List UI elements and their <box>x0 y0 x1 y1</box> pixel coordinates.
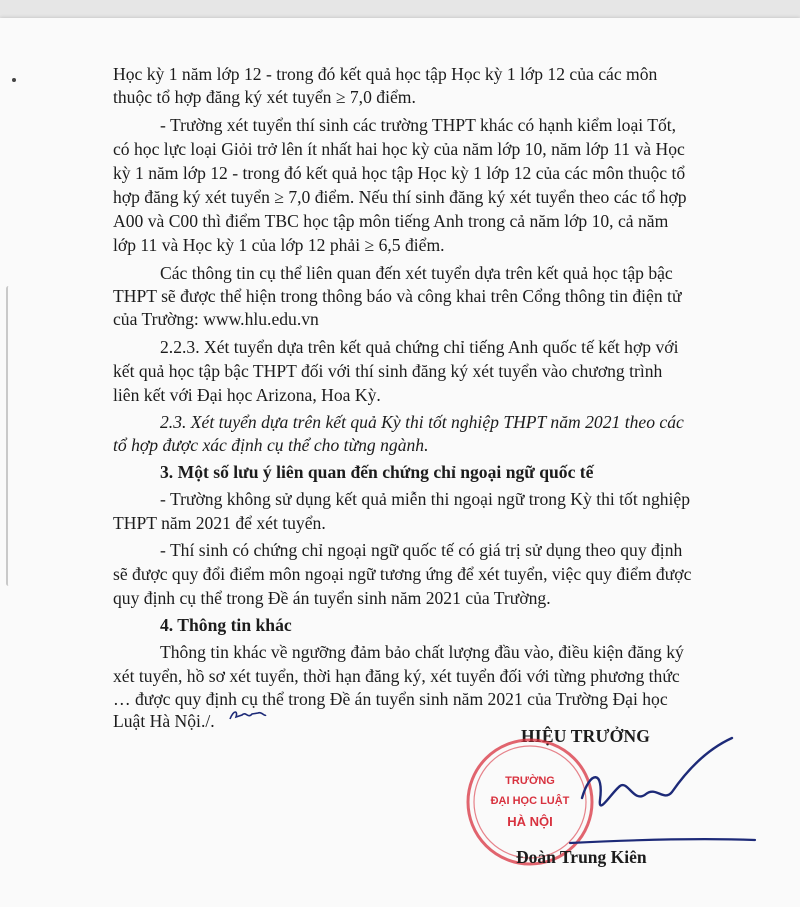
body-line: THPT sẽ được thể hiện trong thông báo và công khai trên Cổng thông tin điện tử <box>113 286 682 306</box>
body-line: A00 và C00 thì điểm TBC học tập môn tiếng Anh trong cả năm lớp 10, cả năm <box>113 211 669 231</box>
signer-name: Đoàn Trung Kiên <box>516 847 647 867</box>
seal-line-1: TRƯỜNG <box>505 775 555 787</box>
body-line: liên kết với Đại học Arizona, Hoa Kỳ. <box>113 385 381 405</box>
section-heading: 3. Một số lưu ý liên quan đến chứng chỉ ngoại ngữ quốc tế <box>160 462 594 482</box>
document-body <box>0 18 800 907</box>
body-line: hợp đăng ký xét tuyển ≥ 7,0 điểm. Nếu thí sinh đăng ký xét tuyển theo các tổ hợp <box>113 187 687 207</box>
section-heading: 4. Thông tin khác <box>160 615 292 635</box>
body-line: Thông tin khác về ngưỡng đảm bảo chất lượng đầu vào, điều kiện đăng ký <box>160 642 684 662</box>
body-line: - Thí sinh có chứng chỉ ngoại ngữ quốc tế có giá trị sử dụng theo quy định <box>160 540 683 560</box>
body-line: lớp 11 và Học kỳ 1 của lớp 12 phải ≥ 6,5 điểm. <box>113 235 445 255</box>
body-line: sẽ được quy đổi điểm môn ngoại ngữ tương ứng để xét tuyển, việc quy điểm được <box>113 564 692 584</box>
document-page <box>0 18 800 907</box>
body-line: của Trường: www.hlu.edu.vn <box>113 309 319 329</box>
seal-line-3: HÀ NỘI <box>507 814 553 829</box>
body-line: … được quy định cụ thể trong Đề án tuyển sinh năm 2021 của Trường Đại học <box>113 689 668 709</box>
initials-scribble <box>228 705 268 725</box>
body-line: Luật Hà Nội./. <box>113 711 215 731</box>
body-line: 2.2.3. Xét tuyển dựa trên kết quả chứng chỉ tiếng Anh quốc tế kết hợp với <box>160 337 679 357</box>
body-line: - Trường không sử dụng kết quả miễn thi ngoại ngữ trong Kỳ thi tốt nghiệp <box>160 489 691 509</box>
handwritten-signature <box>560 730 790 850</box>
body-line: xét tuyển, hồ sơ xét tuyển, thời hạn đăng ký, xét tuyển đối với từng phương thức <box>113 666 680 686</box>
body-line: Các thông tin cụ thể liên quan đến xét tuyển dựa trên kết quả học tập bậc <box>160 263 673 283</box>
body-line-italic: 2.3. Xét tuyển dựa trên kết quả Kỳ thi tốt nghiệp THPT năm 2021 theo các <box>160 412 684 432</box>
body-line: kỳ 1 năm lớp 12 - trong đó kết quả học tập Học kỳ 1 lớp 12 của các môn thuộc tổ <box>113 163 686 183</box>
seal-line-2: ĐẠI HỌC LUẬT <box>490 795 570 807</box>
body-line: có học lực loại Giỏi trở lên ít nhất hai học kỳ của năm lớp 10, năm lớp 11 và Học <box>113 139 685 159</box>
body-line: THPT năm 2021 để xét tuyển. <box>113 513 326 533</box>
body-line: quy định cụ thể trong Đề án tuyển sinh năm 2021 của Trường. <box>113 588 551 608</box>
body-line: Học kỳ 1 năm lớp 12 - trong đó kết quả học tập Học kỳ 1 lớp 12 của các môn <box>113 64 658 84</box>
body-line: kết quả học tập bậc THPT đối với thí sinh đăng ký xét tuyển vào chương trình <box>113 361 663 381</box>
signer-title: HIỆU TRƯỞNG <box>521 726 651 746</box>
top-margin-band <box>0 0 800 18</box>
body-line-italic: tổ hợp được xác định cụ thể cho từng ngành. <box>113 435 429 455</box>
body-line: - Trường xét tuyển thí sinh các trường THPT khác có hạnh kiểm loại Tốt, <box>160 115 677 135</box>
body-line: thuộc tổ hợp đăng ký xét tuyển ≥ 7,0 điểm. <box>113 87 416 107</box>
